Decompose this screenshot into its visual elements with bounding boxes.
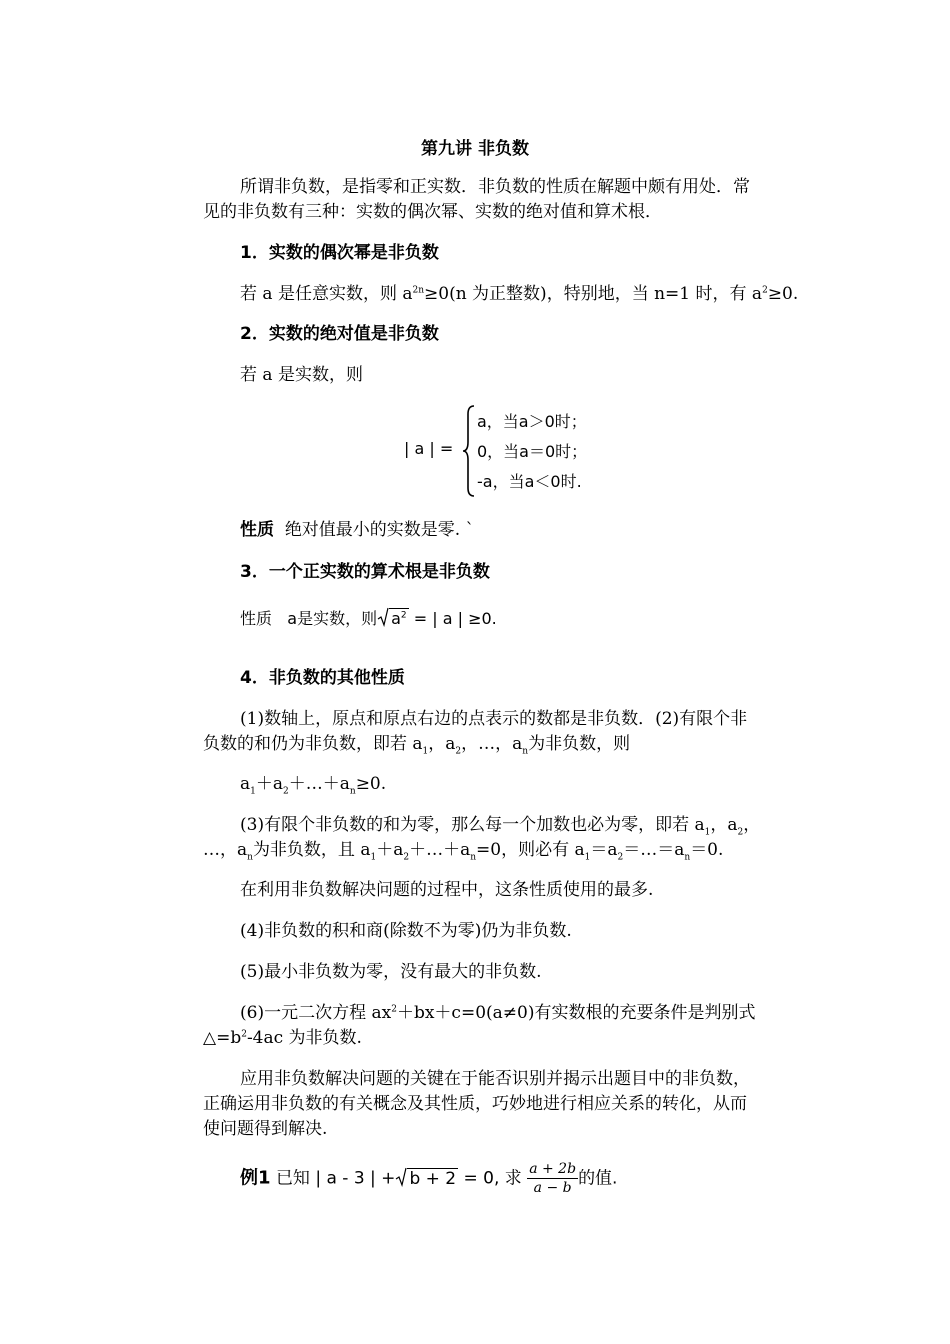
section-4-p3-line-1: (3)有限个非负数的和为零，那么每一个加数也必为零，即若 $a_1$，$a_2$， — [240, 815, 761, 838]
section-2-property: 性质 绝对值最小的实数是零. ` — [240, 520, 475, 540]
closing-line-1: 应用非负数解决问题的关键在于能否识别并揭示出题目中的非负数， — [240, 1069, 750, 1089]
section-4-p4: (4)非负数的积和商(除数不为零)仍为非负数. — [240, 921, 572, 941]
section-4-p6-line-1: (6)一元二次方程 $ax^2+bx+c=0(a\ne 0)$有实数根的充要条件是判别式 — [240, 1003, 756, 1023]
section-4-sum: $a_1+a_2+\dots+a_n\ge 0$. — [240, 774, 387, 797]
sqrt-icon: b + 2 — [395, 1167, 458, 1189]
case-positive: a，当a＞0时； — [477, 412, 587, 431]
section-4-p3-line-2: …，$a_n$为非负数，且 $a_1+a_2+\dots+a_n=0$，则必有 $a_1=a_2=\dots=a_n=0$. — [203, 840, 724, 863]
section-4-p5: (5)最小非负数为零，没有最大的非负数. — [240, 962, 542, 982]
sqrt-icon: $a^2$ — [377, 607, 409, 628]
section-4-heading: 4．非负数的其他性质 — [240, 668, 405, 688]
section-2-lead: 若 a 是实数，则 — [240, 365, 363, 385]
cases-brace-icon — [462, 404, 476, 498]
case-zero: 0，当a＝0时； — [477, 442, 588, 461]
example-label: 例1 — [240, 1167, 271, 1189]
section-4-p1-line-2: 负数的和仍为非负数，即若 $a_1$，$a_2$，…，$a_n$为非负数，则 — [203, 734, 631, 757]
section-4-p1-line-1: (1)数轴上，原点和原点右边的点表示的数都是非负数．(2)有限个非 — [240, 709, 748, 729]
section-2-heading: 2．实数的绝对值是非负数 — [240, 324, 439, 344]
section-4-note: 在利用非负数解决问题的过程中，这条性质使用的最多. — [240, 880, 654, 900]
example-fraction: $\frac{a + 2b}{a - b}$ — [529, 1161, 577, 1196]
section-1-text: 若 a 是任意实数，则 $a^{2n}\ge 0(n$ 为正整数)，特别地，当 n=1 时，有 $a^2\ge 0$. — [240, 284, 799, 304]
closing-line-2: 正确运用非负数的有关概念及其性质，巧妙地进行相应关系的转化，从而 — [203, 1094, 747, 1114]
section-3-property: 性质 a是实数，则 $a^2$ = | a | ≥0. — [240, 609, 497, 628]
abs-value-lhs: | a | = — [404, 439, 454, 458]
section-1-heading: 1．实数的偶次幂是非负数 — [240, 243, 439, 263]
case-negative: -a，当a＜0时. — [477, 472, 582, 491]
page-title: 第九讲 非负数 — [421, 139, 529, 159]
intro-line-1: 所谓非负数，是指零和正实数．非负数的性质在解题中颇有用处．常 — [240, 177, 750, 197]
section-4-p6-line-2: $\triangle=b^2-4ac$ 为非负数. — [203, 1028, 362, 1048]
intro-line-2: 见的非负数有三种：实数的偶次幂、实数的绝对值和算术根． — [203, 202, 662, 222]
section-3-heading: 3．一个正实数的算术根是非负数 — [240, 562, 490, 582]
example-1: 例1 已知 | a - 3 | + b + 2 = 0, 求 $\frac{a + 2b}{a - b}$ 的值. — [240, 1161, 618, 1196]
closing-line-3: 使问题得到解决. — [203, 1119, 328, 1139]
